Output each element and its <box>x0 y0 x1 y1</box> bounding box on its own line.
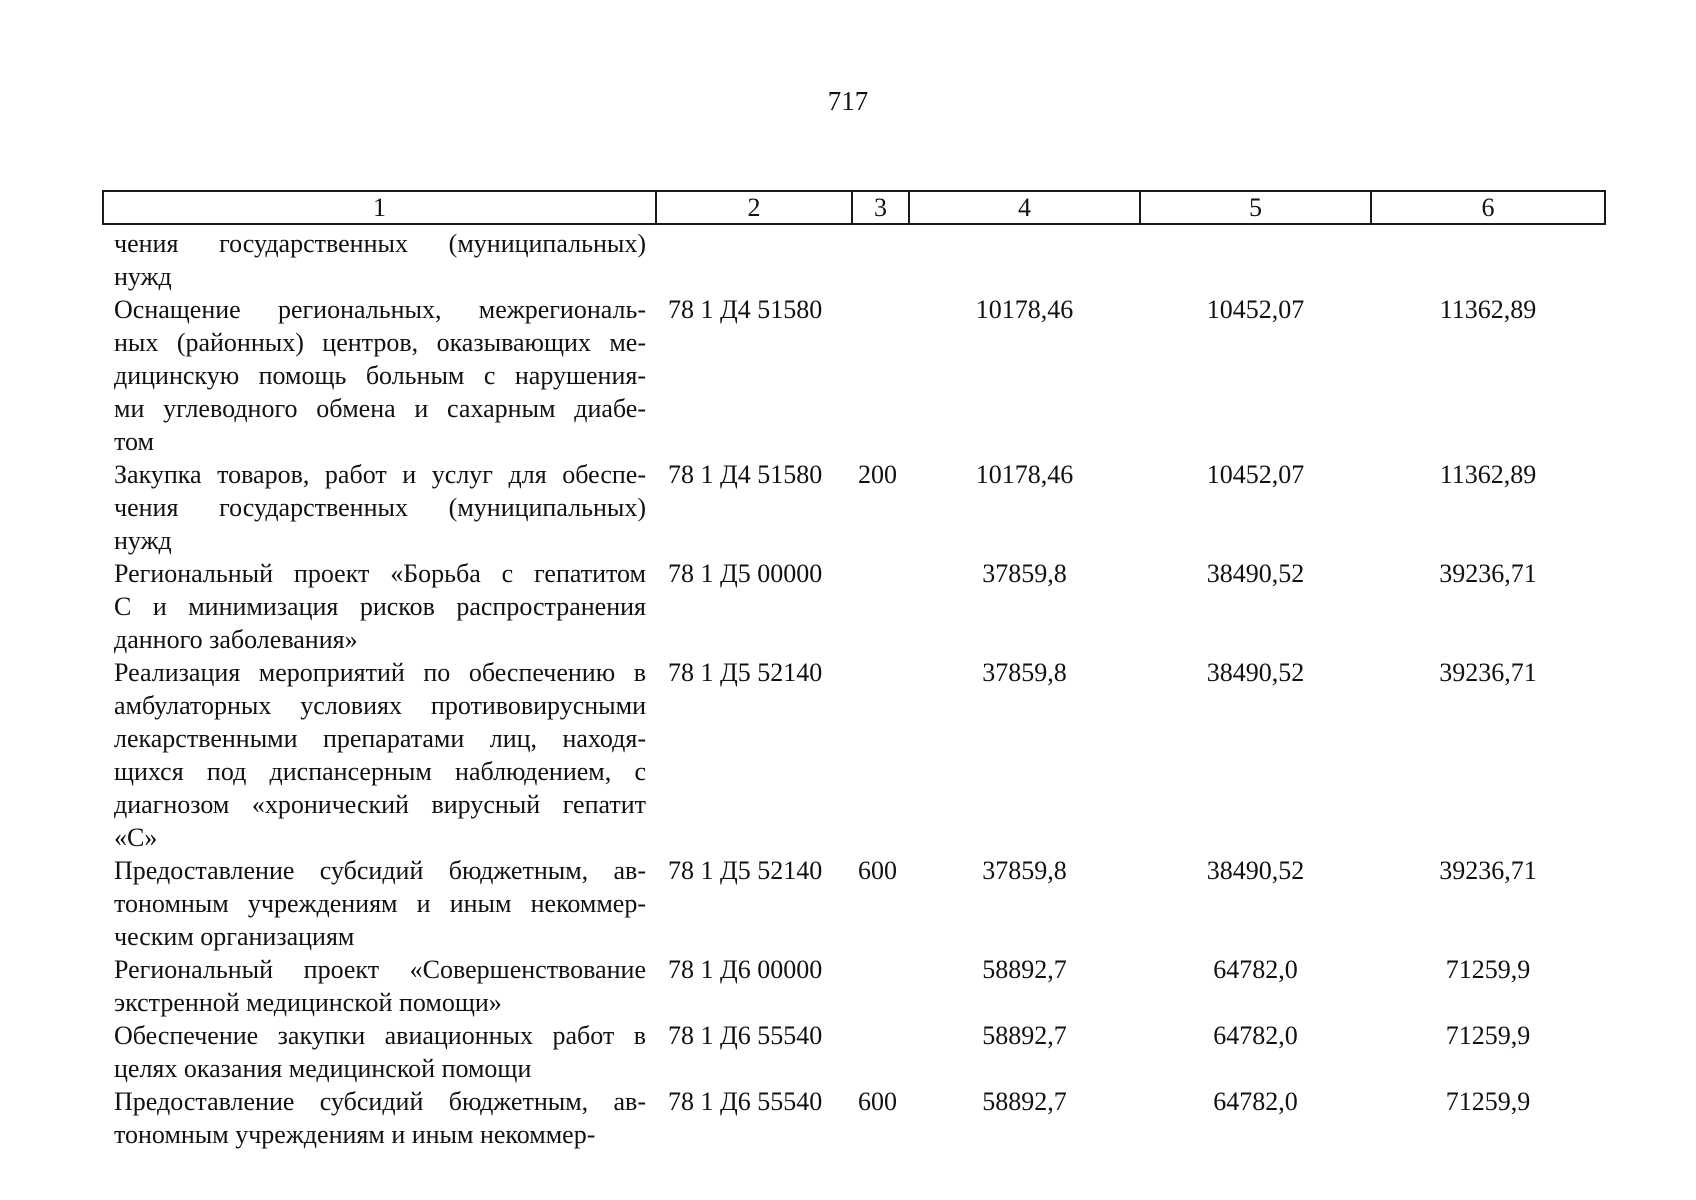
row-name-cell <box>103 656 656 854</box>
column-header-2: 2 <box>656 191 852 224</box>
expense-kind-cell: 600 <box>858 856 897 885</box>
row-name-cell <box>103 1019 656 1085</box>
row-name-cell <box>103 854 656 953</box>
row-name-line: том <box>114 427 154 456</box>
value-col4-cell: 58892,7 <box>982 1021 1067 1050</box>
row-name-line: данного заболевания» <box>114 625 358 654</box>
table-row <box>103 854 1605 953</box>
table-body <box>103 224 1605 1151</box>
target-code-cell: 78 1 Д6 55540 <box>668 1021 823 1050</box>
expense-kind-cell <box>852 953 909 1019</box>
row-name-line: ных (районных) центров, оказывающих ме- <box>114 328 646 357</box>
row-name-line: тономным учреждениям и иным некоммер- <box>114 889 646 918</box>
row-name-line: целях оказания медицинской помощи <box>114 1054 532 1083</box>
value-col5-cell: 38490,52 <box>1206 658 1305 687</box>
table-row <box>103 656 1605 854</box>
value-col6-cell: 11362,89 <box>1439 460 1537 489</box>
row-name-line: нужд <box>114 262 172 291</box>
row-name-line: диагнозом «хронический вирусный гепатит <box>114 790 646 819</box>
row-name-line: нужд <box>114 526 172 555</box>
value-col5-cell: 10452,07 <box>1206 460 1305 489</box>
column-header-1: 1 <box>103 191 656 224</box>
value-col4-cell: 10178,46 <box>975 460 1074 489</box>
value-col6-cell: 71259,9 <box>1445 955 1531 984</box>
value-col5-cell: 38490,52 <box>1206 856 1305 885</box>
value-col5-cell <box>1140 224 1371 293</box>
target-code-cell: 78 1 Д4 51580 <box>668 460 823 489</box>
value-col4-cell: 37859,8 <box>982 559 1067 588</box>
row-name-line: чения государственных (муниципальных) <box>114 229 646 258</box>
row-name-line: Предоставление субсидий бюджетным, ав- <box>114 1087 646 1116</box>
table-row <box>103 557 1605 656</box>
value-col6-cell: 39236,71 <box>1439 658 1537 687</box>
row-name-line: дицинскую помощь больным с нарушения- <box>114 361 646 390</box>
expense-kind-cell <box>852 1019 909 1085</box>
table-header-row <box>103 191 1605 224</box>
expense-kind-cell: 200 <box>858 460 897 489</box>
row-name-line: экстренной медицинской помощи» <box>114 988 502 1017</box>
value-col6-cell <box>1371 224 1605 293</box>
target-code-cell: 78 1 Д6 55540 <box>668 1087 823 1116</box>
row-name-line: Реализация мероприятий по обеспечению в <box>114 658 646 687</box>
value-col4-cell: 37859,8 <box>982 658 1067 687</box>
value-col4-cell: 58892,7 <box>982 1087 1067 1116</box>
table-row <box>103 458 1605 557</box>
column-header-4: 4 <box>909 191 1140 224</box>
row-name-line: Региональный проект «Совершенствование <box>114 955 646 984</box>
budget-table <box>102 190 1606 1151</box>
value-col4-cell: 10178,46 <box>975 295 1074 324</box>
row-name-cell <box>103 293 656 458</box>
row-name-line: «С» <box>114 823 158 852</box>
row-name-line: ми углеводного обмена и сахарным диабе- <box>114 394 646 423</box>
expense-kind-cell <box>852 557 909 656</box>
expense-kind-cell <box>852 293 909 458</box>
expense-kind-cell <box>852 656 909 854</box>
table-row <box>103 293 1605 458</box>
row-name-cell <box>103 458 656 557</box>
row-name-cell <box>103 224 656 293</box>
value-col6-cell: 39236,71 <box>1439 856 1537 885</box>
table-row <box>103 1085 1605 1151</box>
expense-kind-cell <box>852 224 909 293</box>
value-col4-cell: 58892,7 <box>982 955 1067 984</box>
row-name-line: С и минимизация рисков распространения <box>114 592 646 621</box>
value-col5-cell: 64782,0 <box>1213 1021 1298 1050</box>
row-name-line: амбулаторных условиях противовирусными <box>114 691 646 720</box>
row-name-cell <box>103 953 656 1019</box>
row-name-line: Оснащение региональных, межрегиональ- <box>114 295 646 324</box>
row-name-line: тономным учреждениям и иным некоммер- <box>114 1120 596 1149</box>
expense-kind-cell: 600 <box>858 1087 897 1116</box>
table-row <box>103 1019 1605 1085</box>
value-col4-cell <box>909 224 1140 293</box>
target-code-cell: 78 1 Д4 51580 <box>668 295 823 324</box>
column-header-3: 3 <box>852 191 909 224</box>
value-col5-cell: 10452,07 <box>1206 295 1305 324</box>
value-col6-cell: 39236,71 <box>1439 559 1537 588</box>
row-name-line: чения государственных (муниципальных) <box>114 493 646 522</box>
value-col6-cell: 11362,89 <box>1439 295 1537 324</box>
row-name-line: щихся под диспансерным наблюдением, с <box>114 757 646 786</box>
column-header-5: 5 <box>1140 191 1371 224</box>
row-name-line: ческим организациям <box>114 922 355 951</box>
column-header-6: 6 <box>1371 191 1605 224</box>
table-row <box>103 953 1605 1019</box>
row-name-line: лекарственными препаратами лиц, находя- <box>114 724 646 753</box>
row-name-line: Обеспечение закупки авиационных работ в <box>114 1021 646 1050</box>
value-col6-cell: 71259,9 <box>1445 1021 1531 1050</box>
value-col6-cell: 71259,9 <box>1445 1087 1531 1116</box>
target-code-cell: 78 1 Д5 52140 <box>668 658 823 687</box>
target-code-cell: 78 1 Д5 00000 <box>668 559 823 588</box>
table-row <box>103 224 1605 293</box>
row-name-cell <box>103 557 656 656</box>
value-col4-cell: 37859,8 <box>982 856 1067 885</box>
row-name-line: Региональный проект «Борьба с гепатитом <box>114 559 646 588</box>
target-code-cell: 78 1 Д5 52140 <box>668 856 823 885</box>
value-col5-cell: 38490,52 <box>1206 559 1305 588</box>
page-number: 717 <box>827 86 869 116</box>
value-col5-cell: 64782,0 <box>1213 1087 1298 1116</box>
row-name-cell <box>103 1085 656 1151</box>
target-code-cell: 78 1 Д6 00000 <box>668 955 823 984</box>
row-name-line: Закупка товаров, работ и услуг для обеспе- <box>114 460 646 489</box>
row-name-line: Предоставление субсидий бюджетным, ав- <box>114 856 646 885</box>
target-code-cell <box>656 224 852 293</box>
value-col5-cell: 64782,0 <box>1213 955 1298 984</box>
